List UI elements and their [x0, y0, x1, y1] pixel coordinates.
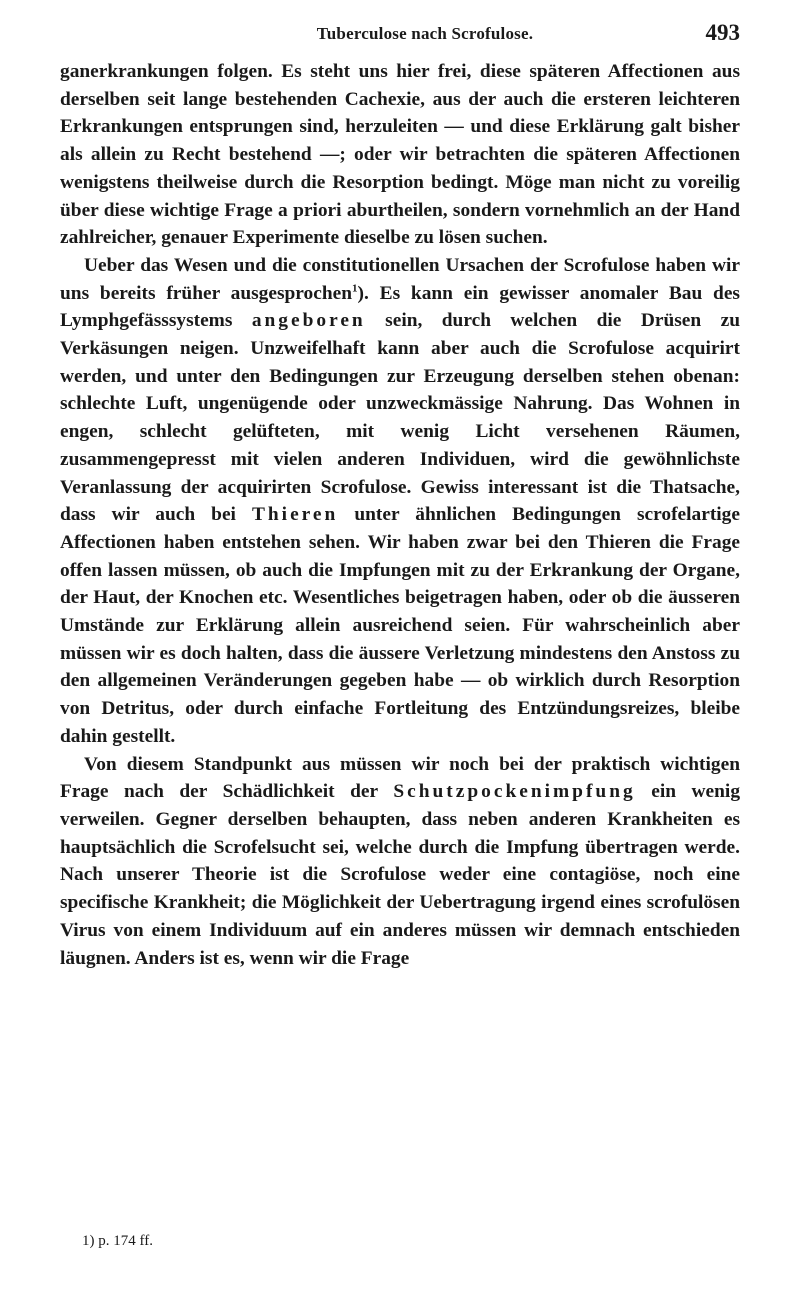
paragraph-3	[60, 751, 740, 973]
emphasized-term: angeboren	[251, 310, 366, 332]
paragraph-text: Von diesem Standpunkt aus müssen wir noch bei der praktisch wichtigen Frage nach der Schädlichkeit der	[60, 753, 740, 803]
running-title: Tuberculose nach Scrofulose.	[316, 24, 534, 43]
paragraph-text: unter ähnlichen Bedingungen scrofelartige Affectionen haben entstehen sehen. Wir haben zwar bei den Thieren die Frage offen lassen müssen, ob auch die Impfungen mit zu der Erkrankung der Organe, der Haut, der Knochen etc. Wesentliches beigetragen haben, oder ob die äusseren Umstände zur Erklärung allein ausreichend seien. Für wahrscheinlich aber müssen wir es doch halten, dass die äussere Verletzung mindestens den Anstoss zu den allgemeinen Veränderungen gegeben habe — ob wirklich durch Resorption von Detritus, oder durch einfache Fortleitung des Entzündungsreizes, bleibe dahin gestellt.	[60, 504, 740, 747]
paragraph-1	[60, 58, 740, 252]
paragraph-text: ganerkrankungen folgen. Es steht uns hier frei, diese späteren Affectionen aus derselben seit lange bestehenden Cachexie, aus der auch die ersteren leichteren Erkrankungen entsprungen sind, herzuleiten — und diese Erklärung galt bisher als allein zu Recht bestehend —; oder wir betrachten die späteren Affectionen wenigstens theilweise durch die Resorption bedingt. Möge man nicht zu voreilig über diese wichtige Frage a priori aburtheilen, sondern vornehmlich an der Hand zahlreicher, genauer Experimente dieselbe zu lösen suchen.	[60, 61, 740, 249]
running-head	[60, 20, 740, 60]
body-text	[60, 58, 740, 972]
paragraph-text: ). Es kann ein gewisser anomaler Bau des Lymphgefässsystems	[60, 282, 740, 332]
paragraph-text: sein, durch welchen die Drüsen zu Verkäsungen neigen. Unzweifelhaft kann aber auch die Scrofulose acquirirt werden, und unter den Bedingungen zur Erzeugung derselben stehen obenan: schlechte Luft, ungenügende oder unzweckmässige Nahrung. Das Wohnen in engen, schlecht gelüfteten, mit wenig Licht versehenen Räumen, zusammengepresst mit vielen anderen Individuen, wird die gewöhnlichste Veranlassung der acquirirten Scrofulose. Gewiss interessant ist die Thatsache, dass wir auch bei	[60, 310, 740, 526]
emphasized-term: Thieren	[251, 504, 339, 526]
footnote: 1) p. 174 ff.	[82, 1233, 153, 1249]
emphasized-term: Schutzpockenimpfung	[393, 781, 636, 803]
footnote-reference[interactable]: 1	[352, 282, 358, 295]
paragraph-text: Ueber das Wesen und die constitutionellen Ursachen der Scrofulose haben wir uns bereits früher ausgesprochen	[60, 254, 740, 304]
paragraph-text: ein wenig verweilen. Gegner derselben behaupten, dass neben anderen Krankheiten es hauptsächlich die Scrofelsucht sei, welche durch die Impfung übertragen werde. Nach unserer Theorie ist die Scrofulose weder eine contagiöse, noch eine specifische Krankheit; die Möglichkeit der Uebertragung irgend eines scrofulösen Virus von einem Individuum auf ein anderes müssen wir demnach entschieden läugnen. Anders ist es, wenn wir die Frage	[60, 781, 741, 969]
paragraph-2	[60, 252, 740, 751]
page-number: 493	[705, 20, 740, 45]
